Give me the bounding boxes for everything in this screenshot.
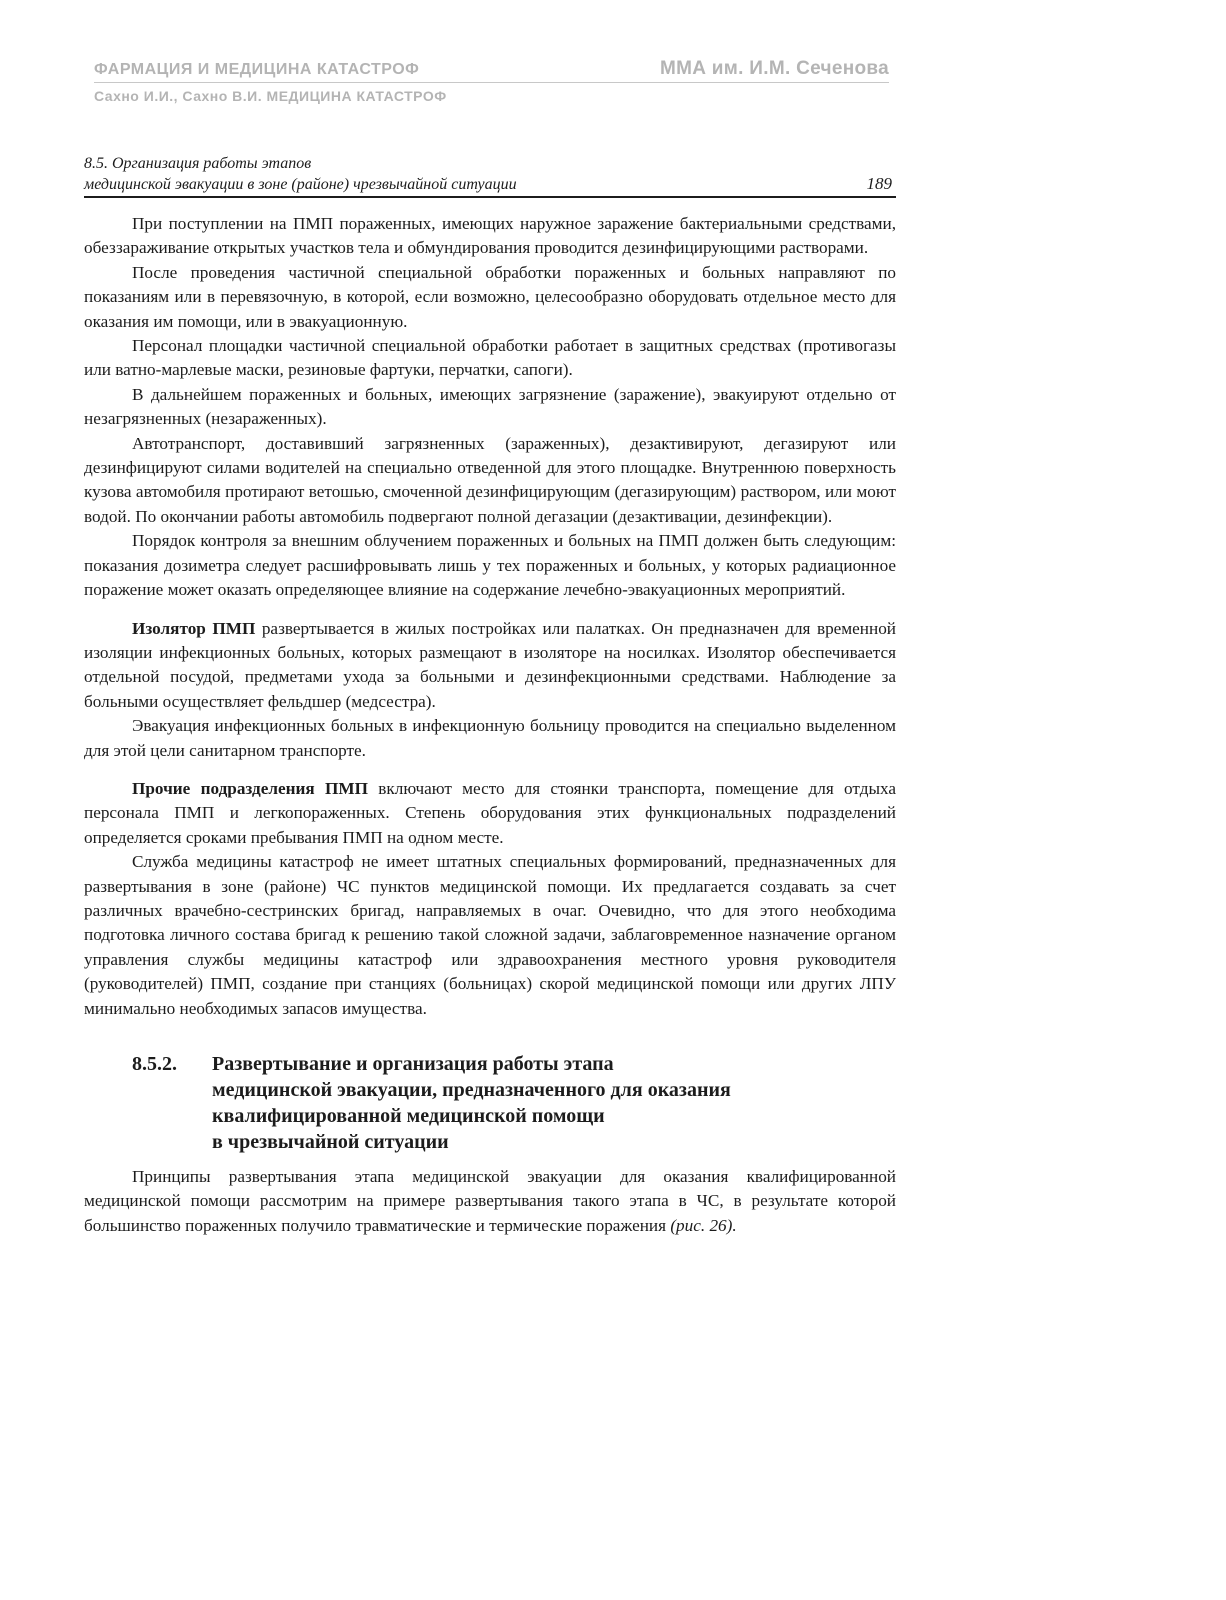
running-head-line-2 [84, 174, 896, 195]
paragraph: После проведения частичной специальной обработки пораженных и больных направляют по показаниям или в перевязочную, в которой, если возможно, целесообразно оборудовать отдельное место для оказания им помощи, или в эвакуационную. [84, 262, 896, 331]
paragraph: Служба медицины катастроф не имеет штатных специальных формирований, предназначенных для развертывания в зоне (районе) ЧС пунктов медицинской помощи. Их предлагается создавать за счет различных врачебно-сестринских бригад, направляемых в очаг. Очевидно, что для этого необходима подготовка личного состава бригад к решению такой сложной задачи, заблаговременное назначение органом управления службы медицины катастроф или здравоохранения местного уровня руководителя (руководителей) ПМП, создание при станциях (больницах) скорой медицинской помощи или других ЛПУ минимально необходимых запасов имущества. [84, 852, 896, 1018]
running-head [84, 154, 896, 198]
figure-reference: (рис. 26). [670, 1215, 737, 1235]
watermark-top-row [94, 58, 889, 83]
paragraph-text: развертывается в жилых постройках или палатках. Он предназначен для временной изоляции инфекционных больных, которых размещают в изоляторе на носилках. Изолятор обеспечивается отдельной посудой, предметами ухода за больными и дезинфекционными средствами. Наблюдение за больными осуществляет фельдшер (медсестра). [84, 618, 896, 711]
paragraph: Порядок контроля за внешним облучением пораженных и больных на ПМП должен быть следующим: показания дозиметра следует расшифровывать лишь у тех пораженных и больных, у которых радиационное поражение может оказать определяющее влияние на содержание лечебно-эвакуационных мероприятий. [84, 531, 896, 600]
watermark-title: ФАРМАЦИЯ И МЕДИЦИНА КАТАСТРОФ [94, 61, 420, 78]
page-content [84, 212, 896, 1238]
term-other-units: Прочие подразделения ПМП [132, 778, 368, 798]
running-head-section-cont: медицинской эвакуации в зоне (районе) чрезвычайной ситуации [84, 176, 517, 193]
watermark [94, 58, 889, 104]
watermark-authors: Сахно И.И., Сахно В.И. МЕДИЦИНА КАТАСТРОФ [94, 88, 447, 104]
paragraph-text: включают место для стоянки транспорта, помещение для отдыха персонала ПМП и легкопораженных. Степень оборудования этих функциональных подразделений определяется сроками пребывания ПМП на одном месте. [84, 778, 896, 847]
paragraph [84, 617, 896, 715]
paragraph: Эвакуация инфекционных больных в инфекционную больницу проводится на специально выделенном для этой цели санитарном транспорте. [84, 716, 896, 760]
paragraph: Автотранспорт, доставивший загрязненных (зараженных), дезактивируют, дегазируют или дезинфицируют силами водителей на специально отведенной для этого площадке. Внутреннюю поверхность кузова автомобиля протирают ветошью, смоченной дезинфицирующим (дегазирующим) раствором, или моют водой. По окончании работы автомобиль подвергают полной дегазации (дезактивации, дезинфекции). [84, 433, 896, 526]
paragraph-text: Принципы развертывания этапа медицинской эвакуации для оказания квалифицированной медицинской помощи рассмотрим на примере развертывания такого этапа в ЧС, в результате которой большинство пораженных получило травматические и термические поражения [84, 1167, 896, 1235]
term-isolator: Изолятор ПМП [132, 618, 256, 638]
running-head-section: 8.5. Организация работы этапов [84, 155, 312, 172]
paragraph: Персонал площадки частичной специальной обработки работает в защитных средствах (противогазы или ватно-марлевые маски, резиновые фартуки, перчатки, сапоги). [84, 336, 896, 380]
section-number: 8.5.2. [132, 1053, 177, 1075]
paragraph [84, 1165, 896, 1238]
paragraph: При поступлении на ПМП пораженных, имеющих наружное заражение бактериальными средствами, обеззараживание открытых участков тела и обмундирования проводится дезинфицирующими растворами. [84, 214, 896, 258]
watermark-institution: ММА им. И.М. Сеченова [659, 58, 889, 79]
section-title: Развертывание и организация работы этапа медицинской эвакуации, предназначенного для оказания квалифицированной медицинской помощи в чрезвычайной ситуации [212, 1053, 731, 1153]
paragraph [84, 777, 896, 850]
running-head-line-1 [84, 154, 896, 174]
paragraph: В дальнейшем пораженных и больных, имеющих загрязнение (заражение), эвакуируют отдельно от незагрязненных (незараженных). [84, 384, 896, 429]
page-number: 189 [866, 174, 892, 193]
section-heading [84, 1051, 896, 1155]
